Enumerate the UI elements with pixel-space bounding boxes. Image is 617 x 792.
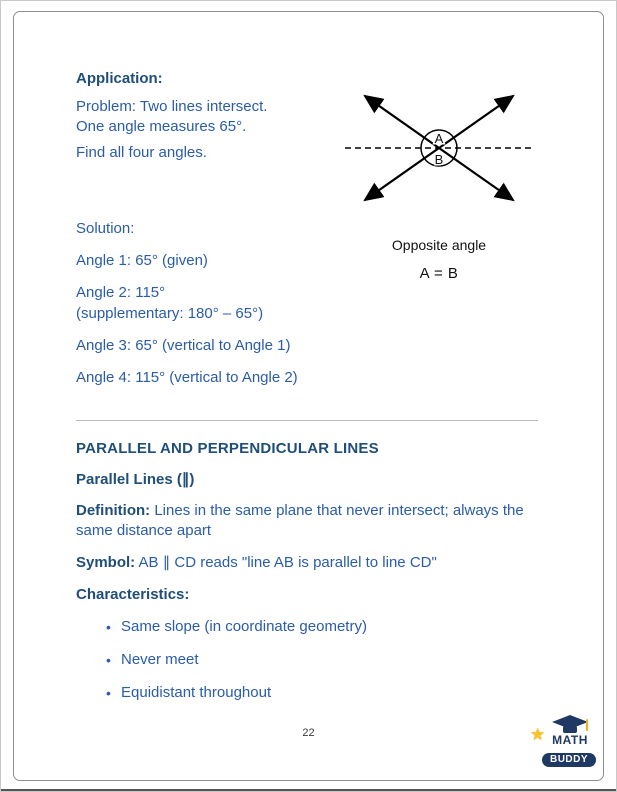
ray-lower-right [439, 148, 513, 200]
list-item: • Same slope (in coordinate geometry) [121, 617, 538, 637]
page-bottom-edge [1, 789, 616, 791]
solution-line: Angle 4: 115° (vertical to Angle 2) [76, 369, 298, 386]
problem-line-2: One angle measures 65°. [76, 118, 247, 135]
list-item: • Never meet [121, 650, 538, 670]
symbol-paragraph [76, 553, 538, 573]
parallel-lines-subheading: Parallel Lines (∥) [76, 471, 195, 488]
ray-upper-left [365, 96, 439, 148]
solution-line: Angle 1: 65° (given) [76, 252, 208, 269]
mathbuddy-logo [530, 715, 596, 767]
logo-text-buddy: BUDDY [542, 753, 596, 767]
symbol-text: AB ∥ CD reads "line AB is parallel to line CD" [138, 554, 437, 571]
problem-line-1: Problem: Two lines intersect. [76, 98, 268, 115]
angle-label-a: A [434, 131, 444, 146]
parallel-section-heading: PARALLEL AND PERPENDICULAR LINES [76, 440, 379, 457]
star-icon: ★ [530, 725, 546, 745]
find-line: Find all four angles. [76, 144, 207, 161]
ray-lower-left [365, 148, 439, 200]
page-number: 22 [302, 727, 315, 739]
figure-equation: A = B [419, 265, 459, 282]
tassel-icon [586, 719, 588, 731]
solution-line: Angle 3: 65° (vertical to Angle 1) [76, 337, 291, 354]
intersecting-lines-figure [339, 79, 539, 282]
characteristics-list [76, 617, 538, 703]
section-divider [76, 420, 538, 421]
intersecting-lines-diagram [341, 79, 537, 229]
figure-caption: Opposite angle [391, 237, 487, 253]
logo-text-math: MATH [552, 733, 588, 747]
solution-line: (supplementary: 180° – 65°) [76, 305, 264, 322]
definition-paragraph [76, 501, 538, 541]
definition-label: Definition: [76, 502, 151, 519]
symbol-label: Symbol: [76, 554, 136, 571]
graduation-cap-base [563, 726, 577, 733]
definition-text: Lines in the same plane that never intersect; always the same distance apart [76, 502, 524, 539]
characteristics-heading: Characteristics: [76, 586, 190, 603]
solution-line: Angle 2: 115° [76, 284, 166, 301]
ray-upper-right [439, 96, 513, 148]
application-heading: Application: [76, 70, 163, 87]
list-item: • Equidistant throughout [121, 683, 538, 703]
solution-heading: Solution: [76, 220, 135, 237]
angle-label-b: B [434, 152, 444, 167]
